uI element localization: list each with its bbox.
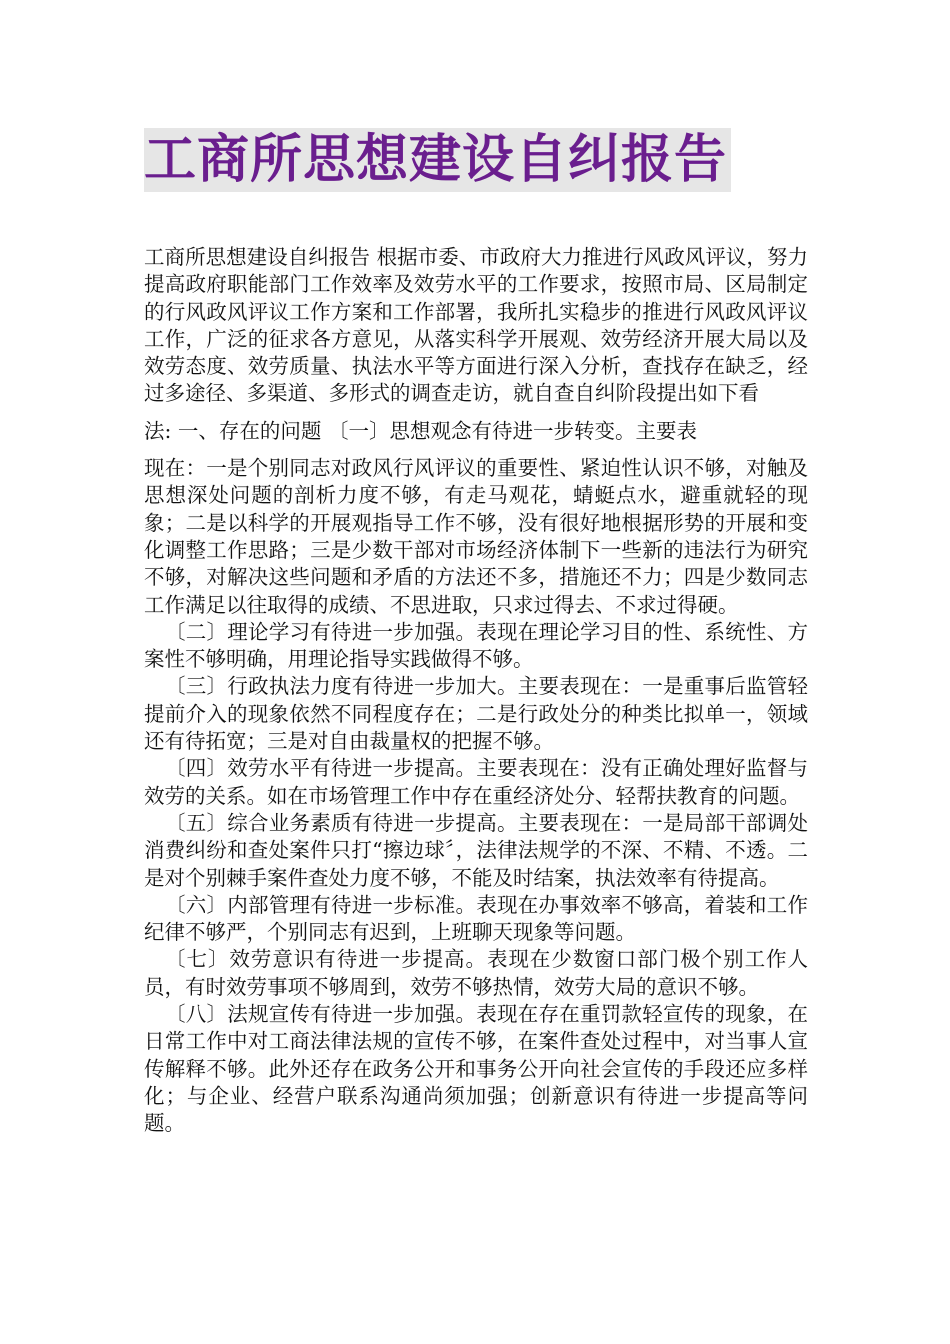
paragraph-problem-4: 〔四〕效劳水平有待进一步提高。主要表现在：没有正确处理好监督与效劳的关系。如在市场管理工作中存在重经济处分、轻帮扶教育的问题。 — [144, 756, 808, 808]
title-highlight — [144, 128, 731, 192]
document-title: 工商所思想建设自纠报告 — [144, 130, 728, 190]
paragraph-problem-2: 〔二〕理论学习有待进一步加强。表现在理论学习目的性、系统性、方案性不够明确，用理论指导实践做得不够。 — [144, 619, 808, 672]
paragraph-problem-5: 〔五〕综合业务素质有待进一步提高。主要表现在：一是局部干部调处消费纠纷和查处案件只打“擦边球〞，法律法规学的不深、不精、不透。二是对个别棘手案件查处力度不够，不能及时结案，执法效率有待提高。 — [144, 810, 808, 890]
paragraph-problem-7: 〔七〕效劳意识有待进一步提高。表现在少数窗口部门极个别工作人员，有时效劳事项不够周到，效劳不够热情，效劳大局的意识不够。 — [144, 947, 808, 999]
paragraph-problems-heading: 法: 一、存在的问题 〔一〕思想观念有待进一步转变。主要表 — [144, 418, 697, 443]
paragraph-problem-8: 〔八〕法规宣传有待进一步加强。表现在存在重罚款轻宣传的现象，在日常工作中对工商法律法规的宣传不够，在案件查处过程中，对当事人宣传解释不够。此外还存在政务公开和事务公开向社会宣传的手段还应多样化；与企业、经营户联系沟通尚须加强；创新意识有待进一步提高等问题。 — [144, 1002, 808, 1136]
paragraph-problem-1: 现在：一是个别同志对政风行风评议的重要性、紧迫性认识不够，对触及思想深处问题的剖析力度不够，有走马观花，蜻蜓点水，避重就轻的现象；二是以科学的开展观指导工作不够，没有很好地根据形势的开展和变化调整工作思路；三是少数干部对市场经济体制下一些新的违法行为研究不够，对解决这些问题和矛盾的方法还不多，措施还不力；四是少数同志工作满足以往取得的成绩、不思进取，只求过得去、不求过得硬。 — [144, 456, 808, 617]
paragraph-problem-6: 〔六〕内部管理有待进一步标准。表现在办事效率不够高，着装和工作纪律不够严，个别同志有迟到，上班聊天现象等问题。 — [144, 892, 808, 945]
document-body — [144, 244, 808, 1138]
paragraph-intro: 工商所思想建设自纠报告 根据市委、市政府大力推进行风政风评议，努力提高政府职能部门工作效率及效劳水平的工作要求，按照市局、区局制定的行风政风评议工作方案和工作部署，我所扎实稳步的推进行风政风评议工作，广泛的征求各方意见，从落实科学开展观、效劳经济开展大局以及效劳态度、效劳质量、执法水平等方面进行深入分析，查找存在缺乏，经过多途径、多渠道、多形式的调查走访，就自查自纠阶段提出如下看 — [144, 245, 808, 406]
paragraph-problem-3: 〔三〕行政执法力度有待进一步加大。主要表现在：一是重事后监管轻提前介入的现象依然不同程度存在；二是行政处分的种类比拟单一，领域还有待拓宽；三是对自由裁量权的把握不够。 — [144, 674, 808, 754]
